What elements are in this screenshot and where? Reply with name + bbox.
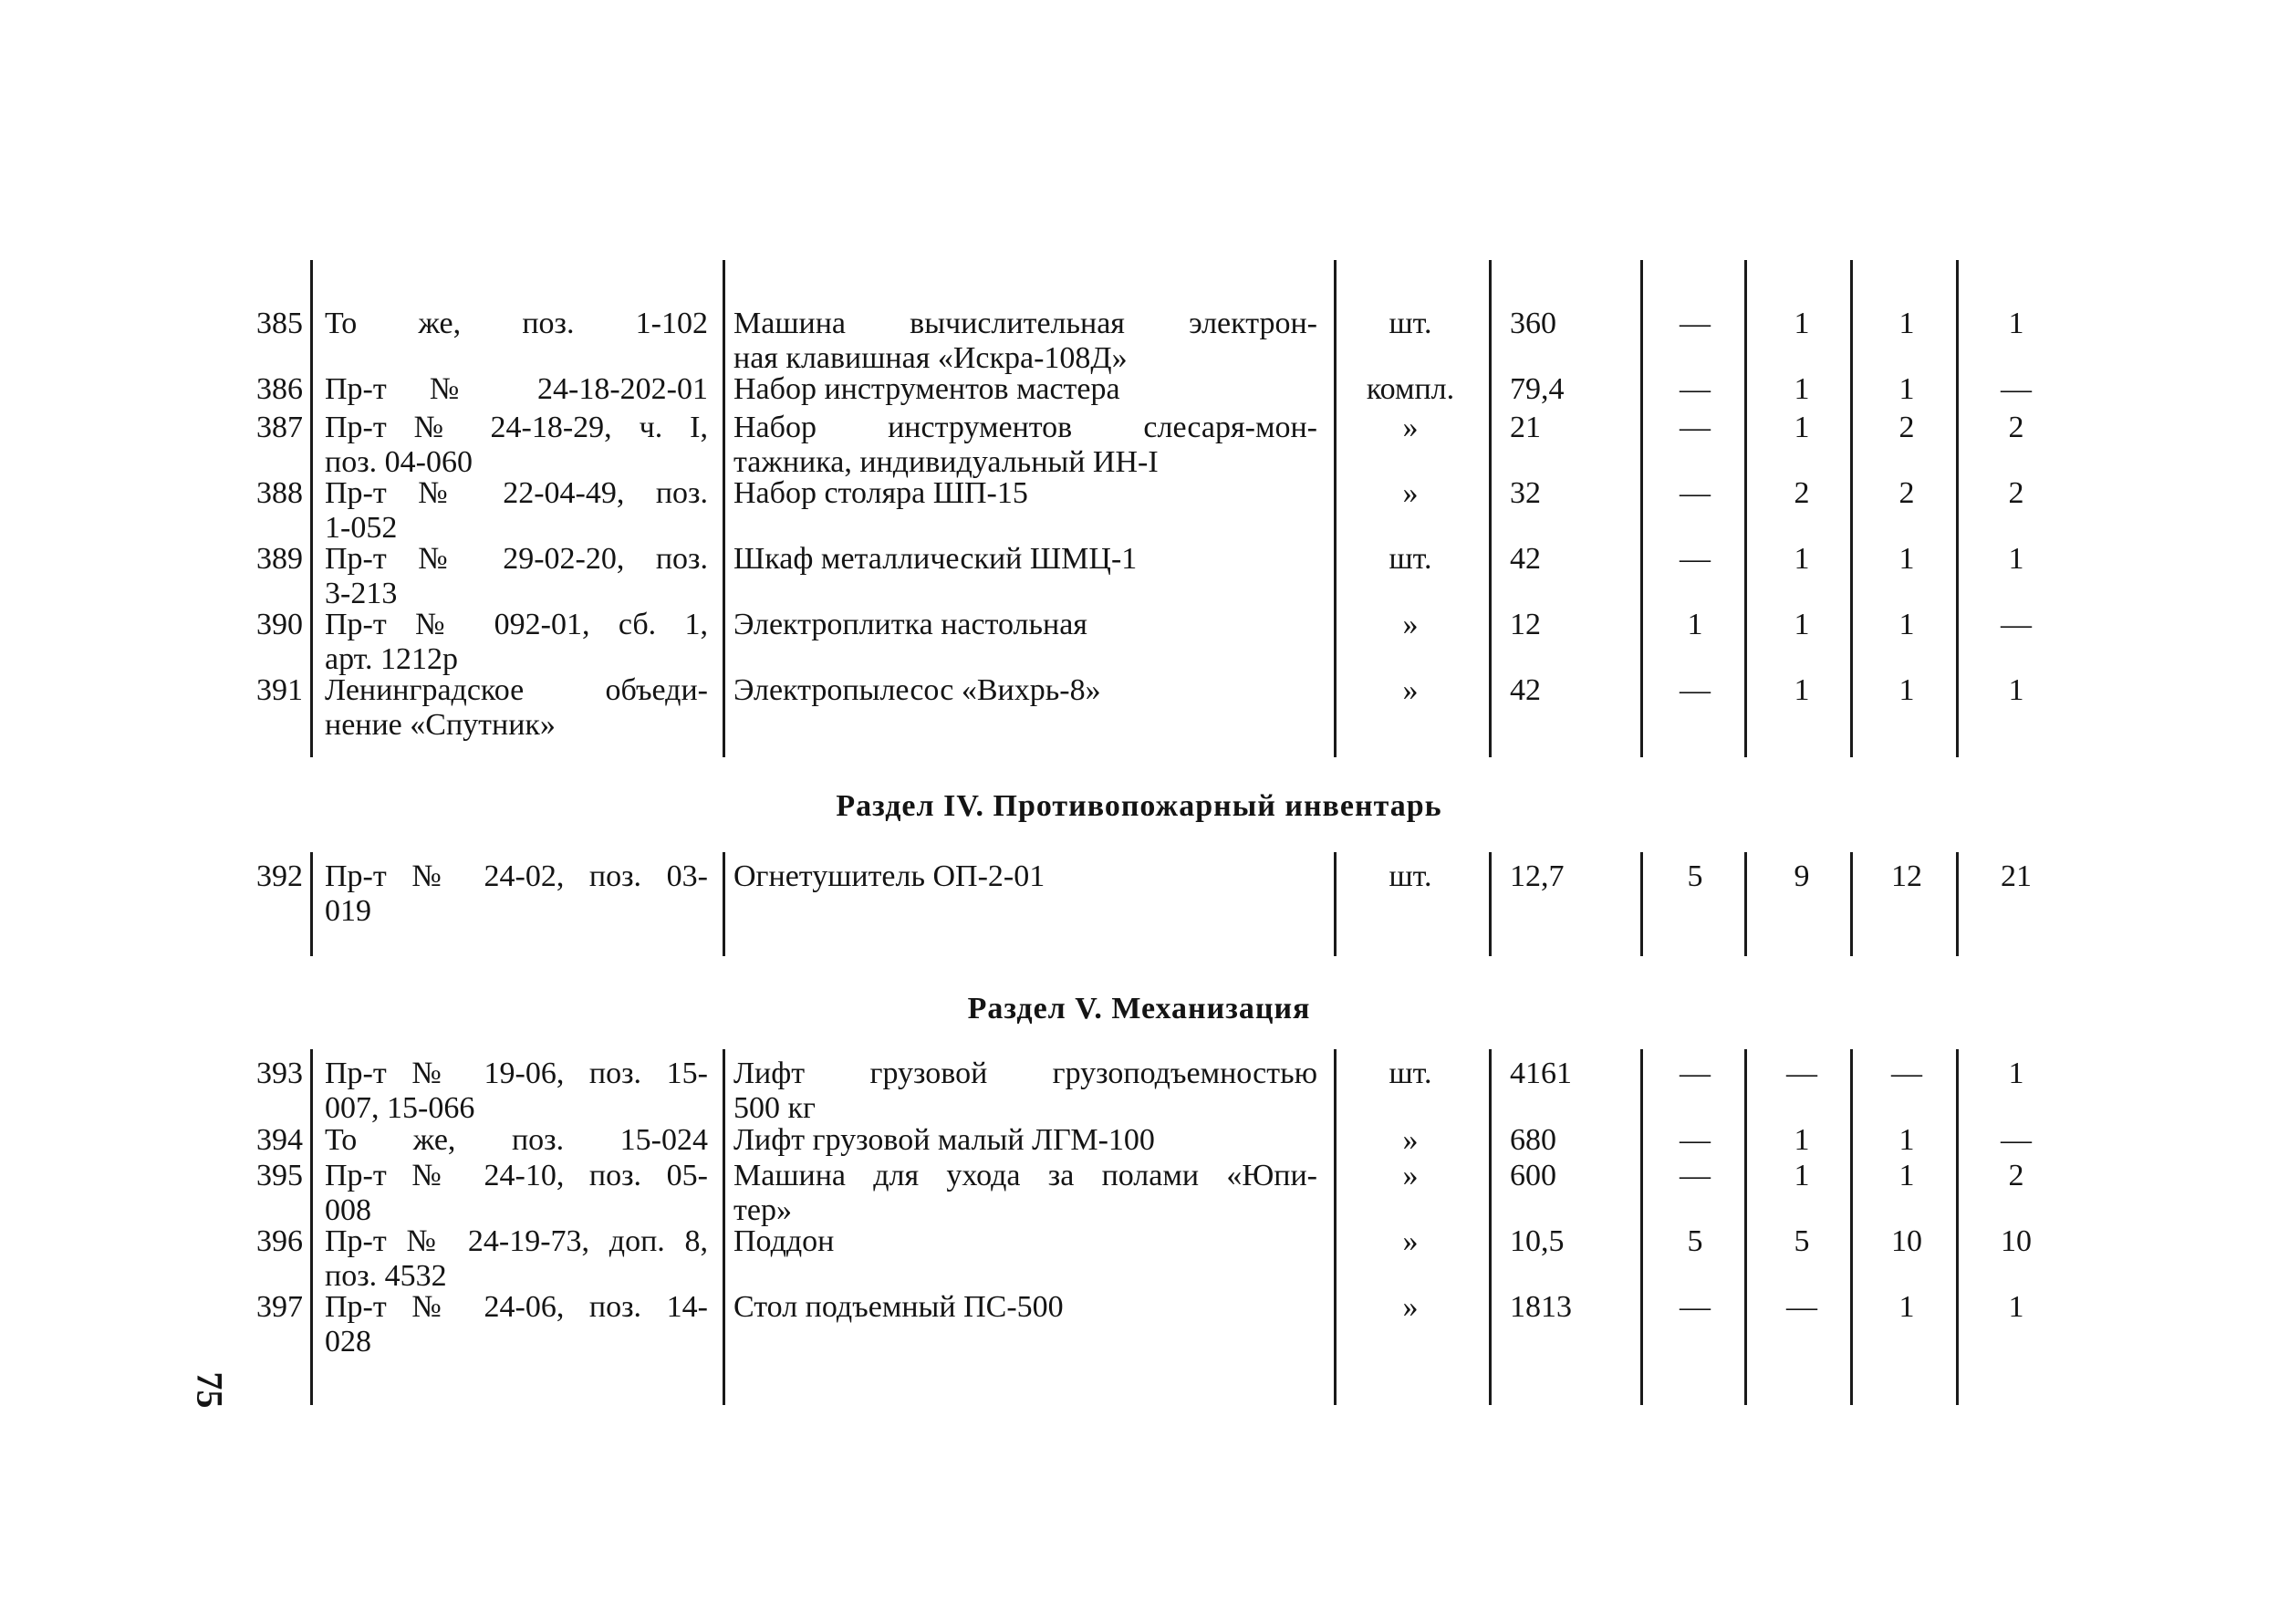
quantity-c3: 1	[1898, 542, 1915, 576]
quantity-c4: —	[2001, 1123, 2032, 1157]
row-number: 390	[256, 608, 303, 641]
source-reference: Пр-т № 19-06, поз. 15-	[325, 1057, 708, 1090]
source-reference: 019	[325, 894, 371, 928]
unit: »	[1402, 1290, 1419, 1324]
source-reference: Пр-т № 24-10, поз. 05-	[325, 1159, 708, 1192]
row-number: 389	[256, 542, 303, 576]
column-rule	[1489, 1049, 1492, 1405]
quantity-c3: 2	[1898, 411, 1915, 444]
column-rule	[1489, 260, 1492, 757]
source-reference: нение «Спутник»	[325, 708, 556, 742]
column-rule	[1334, 852, 1337, 956]
quantity-c4: 1	[2008, 1057, 2024, 1090]
quantity-c3: —	[1891, 1057, 1922, 1090]
item-name: Поддон	[733, 1224, 835, 1258]
item-name: Машина вычислительная электрон-	[733, 307, 1317, 340]
row-number: 396	[256, 1224, 303, 1258]
price: 360	[1510, 307, 1556, 340]
source-reference: То же, поз. 15-024	[325, 1123, 708, 1157]
source-reference: 008	[325, 1193, 371, 1227]
row-number: 397	[256, 1290, 303, 1324]
quantity-c4: 2	[2008, 411, 2024, 444]
column-rule	[1640, 852, 1643, 956]
item-name: Шкаф металлический ШМЦ-1	[733, 542, 1138, 576]
row-number: 394	[256, 1123, 303, 1157]
quantity-c1: —	[1680, 411, 1711, 444]
price: 79,4	[1510, 372, 1565, 406]
source-reference: Пр-т № 24-19-73, доп. 8,	[325, 1224, 708, 1258]
quantity-c1: —	[1680, 1159, 1711, 1192]
quantity-c4: 21	[2001, 859, 2032, 893]
quantity-c1: —	[1680, 372, 1711, 406]
page-number: 75	[189, 1371, 231, 1409]
quantity-c1: 5	[1687, 1224, 1703, 1258]
column-rule	[1744, 1049, 1747, 1405]
quantity-c1: —	[1680, 1123, 1711, 1157]
quantity-c3: 1	[1898, 1159, 1915, 1192]
unit: »	[1402, 1159, 1419, 1192]
source-reference: Пр-т № 24-06, поз. 14-	[325, 1290, 708, 1324]
source-reference: Пр-т № 29-02-20, поз.	[325, 542, 708, 576]
column-rule	[310, 1049, 313, 1405]
quantity-c3: 1	[1898, 1123, 1915, 1157]
price: 42	[1510, 542, 1541, 576]
item-name: ная клавишная «Искра-108Д»	[733, 341, 1128, 375]
quantity-c1: 1	[1687, 608, 1703, 641]
column-rule	[1334, 1049, 1337, 1405]
source-reference: поз. 04-060	[325, 445, 473, 479]
item-name: Электроплитка настольная	[733, 608, 1087, 641]
item-name: 500 кг	[733, 1091, 816, 1125]
source-reference: Пр-т № 22-04-49, поз.	[325, 476, 708, 510]
quantity-c2: 1	[1794, 608, 1810, 641]
item-name: Электропылесос «Вихрь-8»	[733, 673, 1101, 707]
item-name: Машина для ухода за полами «Юпи-	[733, 1159, 1317, 1192]
column-rule	[1956, 852, 1959, 956]
unit: »	[1402, 411, 1419, 444]
quantity-c3: 1	[1898, 307, 1915, 340]
quantity-c3: 2	[1898, 476, 1915, 510]
source-reference: Пр-т № 24-18-202-01	[325, 372, 708, 406]
price: 4161	[1510, 1057, 1572, 1090]
item-name: Набор столяра ШП-15	[733, 476, 1028, 510]
row-number: 388	[256, 476, 303, 510]
column-rule	[723, 852, 725, 956]
source-reference: 007, 15-066	[325, 1091, 475, 1125]
column-rule	[1744, 852, 1747, 956]
row-number: 385	[256, 307, 303, 340]
item-name: Огнетушитель ОП-2-01	[733, 859, 1045, 893]
quantity-c1: —	[1680, 476, 1711, 510]
row-number: 393	[256, 1057, 303, 1090]
column-rule	[1850, 260, 1853, 757]
quantity-c1: —	[1680, 1290, 1711, 1324]
quantity-c2: 9	[1794, 859, 1810, 893]
column-rule	[1850, 1049, 1853, 1405]
quantity-c4: —	[2001, 608, 2032, 641]
quantity-c4: 2	[2008, 476, 2024, 510]
quantity-c1: —	[1680, 542, 1711, 576]
quantity-c2: 2	[1794, 476, 1810, 510]
source-reference: 1-052	[325, 511, 398, 545]
source-reference: поз. 4532	[325, 1259, 447, 1293]
unit: »	[1402, 1123, 1419, 1157]
item-name: Лифт грузовой грузоподъемностью	[733, 1057, 1317, 1090]
source-reference: арт. 1212р	[325, 642, 458, 676]
quantity-c3: 10	[1891, 1224, 1922, 1258]
quantity-c4: 10	[2001, 1224, 2032, 1258]
unit: »	[1402, 476, 1419, 510]
quantity-c2: 1	[1794, 372, 1810, 406]
price: 42	[1510, 673, 1541, 707]
section-heading: Раздел IV. Противопожарный инвентарь	[836, 789, 1442, 823]
source-reference: Пр-т № 092-01, сб. 1,	[325, 608, 708, 641]
quantity-c1: —	[1680, 307, 1711, 340]
column-rule	[1956, 260, 1959, 757]
quantity-c2: 1	[1794, 1159, 1810, 1192]
row-number: 392	[256, 859, 303, 893]
source-reference: 028	[325, 1325, 371, 1359]
quantity-c4: 1	[2008, 673, 2024, 707]
quantity-c3: 1	[1898, 608, 1915, 641]
quantity-c3: 1	[1898, 1290, 1915, 1324]
row-number: 395	[256, 1159, 303, 1192]
quantity-c1: —	[1680, 1057, 1711, 1090]
quantity-c4: 2	[2008, 1159, 2024, 1192]
column-rule	[1744, 260, 1747, 757]
quantity-c1: —	[1680, 673, 1711, 707]
quantity-c2: 1	[1794, 1123, 1810, 1157]
column-rule	[1956, 1049, 1959, 1405]
unit: шт.	[1389, 307, 1432, 340]
price: 21	[1510, 411, 1541, 444]
column-rule	[1489, 852, 1492, 956]
quantity-c2: 1	[1794, 673, 1810, 707]
quantity-c3: 1	[1898, 673, 1915, 707]
unit: шт.	[1389, 1057, 1432, 1090]
unit: шт.	[1389, 859, 1432, 893]
column-rule	[1640, 1049, 1643, 1405]
quantity-c4: —	[2001, 372, 2032, 406]
price: 10,5	[1510, 1224, 1565, 1258]
quantity-c4: 1	[2008, 307, 2024, 340]
unit: »	[1402, 608, 1419, 641]
source-reference: Ленинградское объеди-	[325, 673, 708, 707]
item-name: Лифт грузовой малый ЛГМ-100	[733, 1123, 1155, 1157]
source-reference: 3-213	[325, 577, 398, 610]
unit: »	[1402, 673, 1419, 707]
column-rule	[310, 852, 313, 956]
unit: компл.	[1366, 372, 1455, 406]
price: 32	[1510, 476, 1541, 510]
item-name: Стол подъемный ПС-500	[733, 1290, 1064, 1324]
source-reference: Пр-т № 24-02, поз. 03-	[325, 859, 708, 893]
item-name: тер»	[733, 1193, 792, 1227]
quantity-c3: 12	[1891, 859, 1922, 893]
item-name: тажника, индивидуальный ИН-I	[733, 445, 1159, 479]
quantity-c4: 1	[2008, 1290, 2024, 1324]
source-reference: То же, поз. 1-102	[325, 307, 708, 340]
row-number: 391	[256, 673, 303, 707]
row-number: 387	[256, 411, 303, 444]
price: 1813	[1510, 1290, 1572, 1324]
unit: шт.	[1389, 542, 1432, 576]
item-name: Набор инструментов слесаря-мон-	[733, 411, 1317, 444]
quantity-c1: 5	[1687, 859, 1703, 893]
column-rule	[1850, 852, 1853, 956]
quantity-c2: —	[1786, 1057, 1817, 1090]
section-heading: Раздел V. Механизация	[967, 992, 1311, 1025]
quantity-c2: 1	[1794, 411, 1810, 444]
price: 600	[1510, 1159, 1556, 1192]
price: 12	[1510, 608, 1541, 641]
quantity-c3: 1	[1898, 372, 1915, 406]
item-name: Набор инструментов мастера	[733, 372, 1120, 406]
quantity-c4: 1	[2008, 542, 2024, 576]
column-rule	[1640, 260, 1643, 757]
unit: »	[1402, 1224, 1419, 1258]
source-reference: Пр-т № 24-18-29, ч. I,	[325, 411, 708, 444]
quantity-c2: 1	[1794, 307, 1810, 340]
column-rule	[1334, 260, 1337, 757]
quantity-c2: 1	[1794, 542, 1810, 576]
quantity-c2: 5	[1794, 1224, 1810, 1258]
column-rule	[310, 260, 313, 757]
column-rule	[723, 1049, 725, 1405]
row-number: 386	[256, 372, 303, 406]
quantity-c2: —	[1786, 1290, 1817, 1324]
price: 12,7	[1510, 859, 1565, 893]
column-rule	[723, 260, 725, 757]
price: 680	[1510, 1123, 1556, 1157]
